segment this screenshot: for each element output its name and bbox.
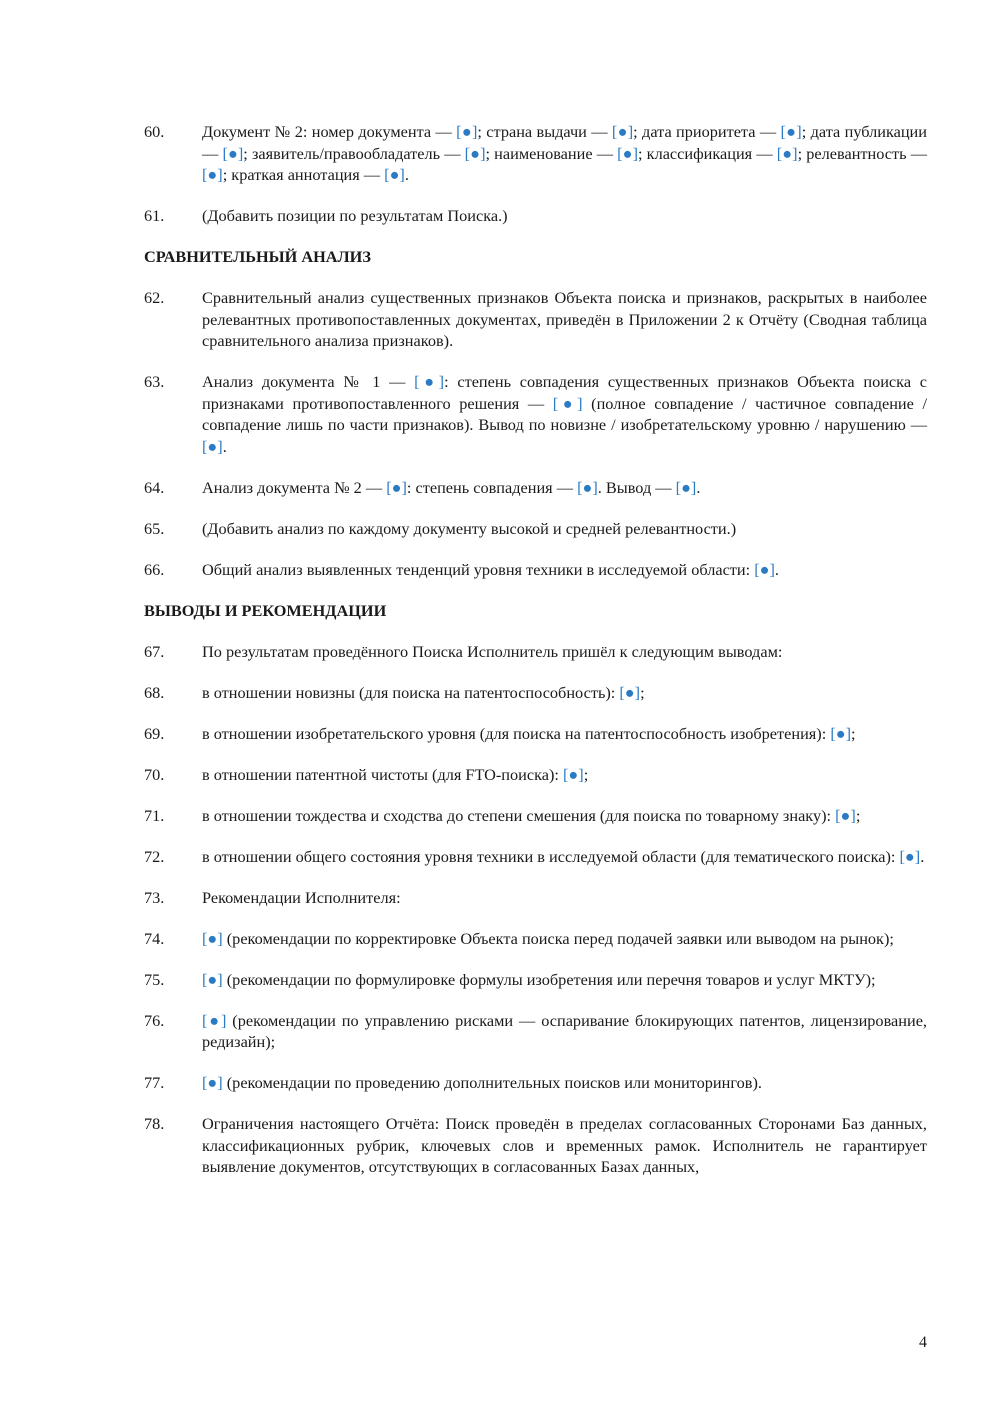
list-item <box>144 764 927 786</box>
text-segment: ; дата публикации — <box>202 122 927 163</box>
item-text <box>202 205 927 227</box>
item-number: 60. <box>144 122 165 141</box>
item-number: 63. <box>144 372 165 391</box>
list-item <box>144 846 927 868</box>
placeholder-marker: [●] <box>414 372 445 391</box>
placeholder-marker: [●] <box>563 764 584 784</box>
item-text <box>202 969 927 991</box>
text-segment: Общий анализ выявленных тенденций уровня техники в исследуемой области: <box>202 559 755 579</box>
placeholder-marker: [●] <box>202 1073 223 1092</box>
text-segment: (рекомендации по проведению дополнительных поисков или мониторингов). <box>222 1073 762 1092</box>
item-text <box>202 846 927 868</box>
text-segment: в отношении общего состояния уровня техники в исследуемой области (для тематического поиска): <box>202 846 900 866</box>
item-text <box>202 723 927 745</box>
placeholder-marker: [●] <box>202 1010 227 1030</box>
placeholder-marker: [●] <box>456 122 478 141</box>
text-segment: По результатам проведённого Поиска Исполнитель пришёл к следующим выводам: <box>202 641 783 661</box>
placeholder-marker: [●] <box>384 165 405 184</box>
item-number: 73. <box>144 887 165 907</box>
item-text <box>202 287 927 352</box>
text-segment: в отношении тождества и сходства до степени смешения (для поиска по товарному знаку): <box>202 805 836 825</box>
placeholder-marker: [●] <box>899 846 921 866</box>
placeholder-marker: [●] <box>611 122 634 141</box>
text-segment: . <box>774 559 779 579</box>
item-text <box>202 121 927 186</box>
page-number: 4 <box>919 1334 927 1351</box>
placeholder-marker: [●] <box>830 723 851 743</box>
list-item <box>144 887 927 909</box>
text-segment: Документ № 2: номер документа — <box>202 122 457 141</box>
list-item <box>144 1072 927 1094</box>
placeholder-marker: [●] <box>202 969 223 989</box>
item-number: 76. <box>144 1010 165 1030</box>
item-number: 72. <box>144 846 165 866</box>
item-number: 69. <box>144 723 165 743</box>
list-item <box>144 121 927 186</box>
text-segment: Сравнительный анализ существенных признаков Объекта поиска и признаков, раскрытых в наиболее релевантных противопоставленных документах, приведён в Приложении 2 к Отчёту (Сводная таблица сравнительного анализа признаков). <box>202 288 927 350</box>
item-text <box>202 641 927 663</box>
placeholder-marker: [●] <box>675 477 697 497</box>
item-text <box>202 477 927 499</box>
item-number: 64. <box>144 477 165 497</box>
placeholder-marker: [●] <box>202 165 223 184</box>
item-text <box>202 764 927 786</box>
item-text <box>202 682 927 704</box>
list-item <box>144 518 927 540</box>
text-segment: (рекомендации по корректировке Объекта поиска перед подачей заявки или выводом на рынок); <box>222 928 894 948</box>
text-segment: Анализ документа № 2 — <box>202 477 387 497</box>
text-segment: . <box>920 846 925 866</box>
placeholder-marker: [●] <box>202 436 223 456</box>
item-text <box>202 805 927 827</box>
section-heading: ВЫВОДЫ И РЕКОМЕНДАЦИИ <box>144 600 387 620</box>
text-segment: : степень совпадения — <box>406 477 578 497</box>
item-number: 78. <box>144 1114 165 1133</box>
item-number: 75. <box>144 969 165 989</box>
text-segment: . <box>696 477 701 497</box>
item-number: 62. <box>144 288 165 307</box>
text-segment: (Добавить позиции по результатам Поиска.) <box>202 206 508 225</box>
item-text <box>202 1072 927 1094</box>
text-segment: . <box>404 165 409 184</box>
text-segment: в отношении изобретательского уровня (для поиска на патентоспособность изобретения): <box>202 723 831 743</box>
placeholder-marker: [●] <box>202 928 223 948</box>
list-item <box>144 287 927 352</box>
item-text <box>202 1010 927 1053</box>
text-segment: в отношении новизны (для поиска на патентоспособность): <box>202 682 620 702</box>
text-segment: : степень совпадения существенных признаков Объекта поиска с признаками противопоставленного решения — <box>202 372 927 413</box>
list-item <box>144 723 927 745</box>
text-segment: ; краткая аннотация — <box>222 165 385 184</box>
text-segment: ; <box>640 682 645 702</box>
list-item <box>144 641 927 663</box>
list-item <box>144 928 927 950</box>
placeholder-marker: [●] <box>617 143 638 163</box>
text-segment: ; <box>855 805 861 825</box>
placeholder-marker: [●] <box>835 805 856 825</box>
placeholder-marker: [●] <box>552 393 583 413</box>
list-item <box>144 682 927 704</box>
item-number: 67. <box>144 641 165 661</box>
text-segment: (полное совпадение / частичное совпадение / совпадение лишь по части признаков). Вывод по новизне / изобретательскому уровню / нарушению — <box>202 393 927 434</box>
placeholder-marker: [●] <box>619 682 641 702</box>
list-item <box>144 805 927 827</box>
item-number: 70. <box>144 764 165 784</box>
text-segment: Анализ документа № 1 — <box>202 372 415 391</box>
placeholder-marker: [●] <box>776 143 798 163</box>
list-item <box>144 205 927 227</box>
placeholder-marker: [●] <box>577 477 598 497</box>
text-segment: ; <box>851 723 856 743</box>
placeholder-marker: [●] <box>754 559 775 579</box>
item-number: 74. <box>144 928 165 948</box>
text-segment: (рекомендации по управлению рисками — оспаривание блокирующих патентов, лицензирование, редизайн); <box>202 1010 927 1051</box>
text-segment: (рекомендации по формулировке формулы изобретения или перечня товаров и услуг МКТУ); <box>222 969 876 989</box>
placeholder-marker: [●] <box>780 122 802 141</box>
item-text <box>202 518 927 540</box>
text-segment: . <box>222 436 227 456</box>
item-number: 71. <box>144 805 165 825</box>
document-body <box>144 121 927 1197</box>
text-segment: Ограничения настоящего Отчёта: Поиск проведён в пределах согласованных Сторонами Баз данных, классификационных рубрик, ключевых слов и временных рамок. Исполнитель не гарантирует выявление документов, отсутствующих в согласованных Базах данных, <box>202 1114 927 1176</box>
item-text <box>202 1113 927 1178</box>
placeholder-marker: [●] <box>222 143 244 163</box>
text-segment: (Добавить анализ по каждому документу высокой и средней релевантности.) <box>202 518 737 538</box>
text-segment: ; классификация — <box>638 143 777 163</box>
item-number: 66. <box>144 559 165 579</box>
list-item <box>144 1113 927 1178</box>
text-segment: ; дата приоритета — <box>633 122 781 141</box>
list-item <box>144 969 927 991</box>
item-number: 77. <box>144 1073 165 1092</box>
text-segment: в отношении патентной чистоты (для FTO-поиска): <box>202 764 564 784</box>
list-item <box>144 477 927 499</box>
text-segment: ; наименование — <box>485 143 618 163</box>
text-segment: ; релевантность — <box>797 143 927 163</box>
item-number: 65. <box>144 518 165 538</box>
item-text <box>202 559 927 581</box>
text-segment: Рекомендации Исполнителя: <box>202 887 401 907</box>
list-item <box>144 1010 927 1053</box>
text-segment: . Вывод — <box>597 477 676 497</box>
list-item <box>144 559 927 581</box>
item-number: 61. <box>144 206 165 225</box>
text-segment: ; страна выдачи — <box>477 122 612 141</box>
item-text <box>202 928 927 950</box>
placeholder-marker: [●] <box>464 143 486 163</box>
list-item <box>144 371 927 457</box>
placeholder-marker: [●] <box>386 477 407 497</box>
text-segment: ; <box>583 764 589 784</box>
item-text <box>202 887 927 909</box>
item-text <box>202 371 927 457</box>
section-heading: СРАВНИТЕЛЬНЫЙ АНАЛИЗ <box>144 247 371 266</box>
text-segment: ; заявитель/правообладатель — <box>243 143 465 163</box>
item-number: 68. <box>144 682 165 702</box>
